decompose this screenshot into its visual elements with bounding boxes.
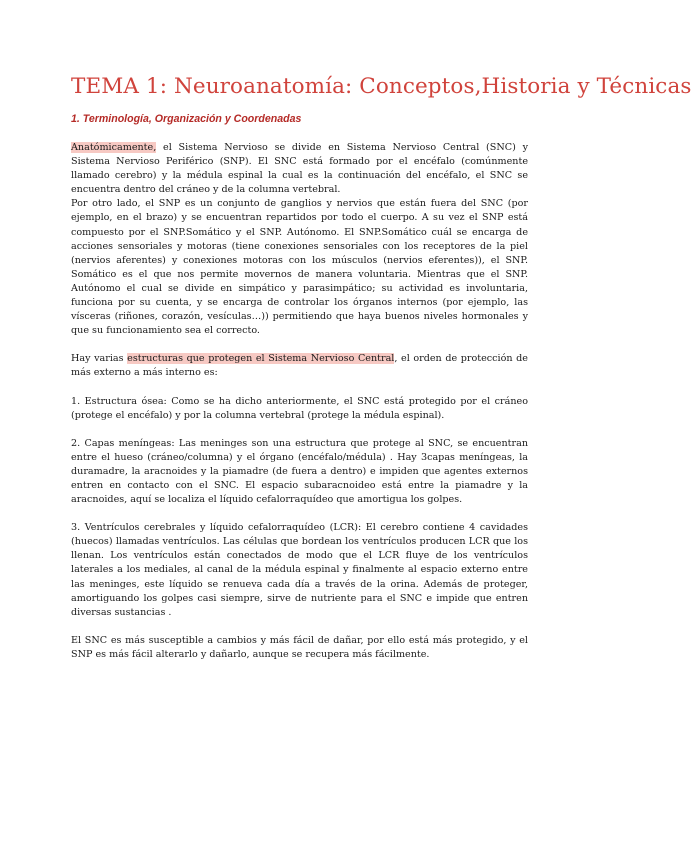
paragraph-anatomy	[71, 141, 528, 197]
paragraph-protection-intro	[71, 352, 528, 380]
paragraph-text: Hay varias	[71, 353, 128, 365]
highlighted-phrase: estructuras que protegen el Sistema Nervioso Central	[127, 353, 395, 365]
list-item-ventricles: 3. Ventrículos cerebrales y líquido cefalorraquídeo (LCR): El cerebro contiene 4 cavidades (huecos) llamadas ventrículos. Las células que bordean los ventrículos producen LCR que los llenan. Los ventrículos están conectados de modo que el LCR fluye de los ventrículos laterales a los mediales, al canal de la médula espinal y finalmente al espacio externo entre las meninges, este líquido se renueva cada día a través de la orina. Además de proteger, amortiguando los golpes casi siempre, sirve de nutriente para el SNC e impide que entren diversas sustancias .	[71, 522, 528, 618]
highlighted-term: Anatómicamente,	[71, 142, 157, 153]
section-heading: 1. Terminología, Organización y Coordenadas	[71, 113, 302, 125]
page-title: TEMA 1: Neuroanatomía: Conceptos,Historia y Técnicas	[71, 74, 692, 99]
paragraph-snp: Por otro lado, el SNP es un conjunto de ganglios y nervios que están fuera del SNC (por ejemplo, en el brazo) y se encuentran repartidos por todo el cuerpo. A su vez el SNP está compuesto por el SNP.Somático y el SNP. Autónomo. El SNP.Somático cuál se encarga de acciones sensoriales y motoras (tiene conexiones sensoriales con los receptores de la piel (nervios aferentes) y conexiones motoras con los músculos (nervios eferentes)), el SNP. Somático es el que nos permite movernos de manera voluntaria. Mientras que el SNP. Autónomo el cual se divide en simpático y parasimpático; su actividad es involuntaria, funciona por su cuenta, y se encarga de controlar los órganos internos (por ejemplo, las vísceras (riñones, corazón, vesículas…)) permitiendo que haya buenos niveles hormonales y que su funcionamiento sea el correcto.	[71, 198, 528, 337]
paragraph-text: , el orden de protección de más externo a más interno es:	[71, 353, 528, 379]
list-item-bone-structure: 1. Estructura ósea: Como se ha dicho anteriormente, el SNC está protegido por el cráneo (protege el encéfalo) y por la columna vertebral (protege la médula espinal).	[71, 395, 528, 421]
list-item-meninges: 2. Capas meníngeas: Las meninges son una estructura que protege al SNC, se encuentran entre el hueso (cráneo/columna) y el órgano (encéfalo/médula) . Hay 3capas meníngeas, la duramadre, la aracnoides y la piamadre (de fuera a dentro) e impiden que agentes externos entren en contacto con el SNC. El espacio subaracnoideo está entre la piamadre y la aracnoides, aquí se localiza el líquido cefalorraquídeo que amortigua los golpes.	[71, 437, 528, 506]
document-body	[71, 141, 528, 662]
paragraph-text: el Sistema Nervioso se divide en Sistema Nervioso Central (SNC) y Sistema Nervioso Periférico (SNP). El SNC está formado por el encéfalo (comúnmente llamado cerebro) y la médula espinal la cual es la continuación del encéfalo, el SNC se encuentra dentro del cráneo y de la columna vertebral.	[71, 142, 528, 196]
paragraph-conclusion: El SNC es más susceptible a cambios y más fácil de dañar, por ello está más protegido, y el SNP es más fácil alterarlo y dañarlo, aunque se recupera más fácilmente.	[71, 634, 528, 660]
